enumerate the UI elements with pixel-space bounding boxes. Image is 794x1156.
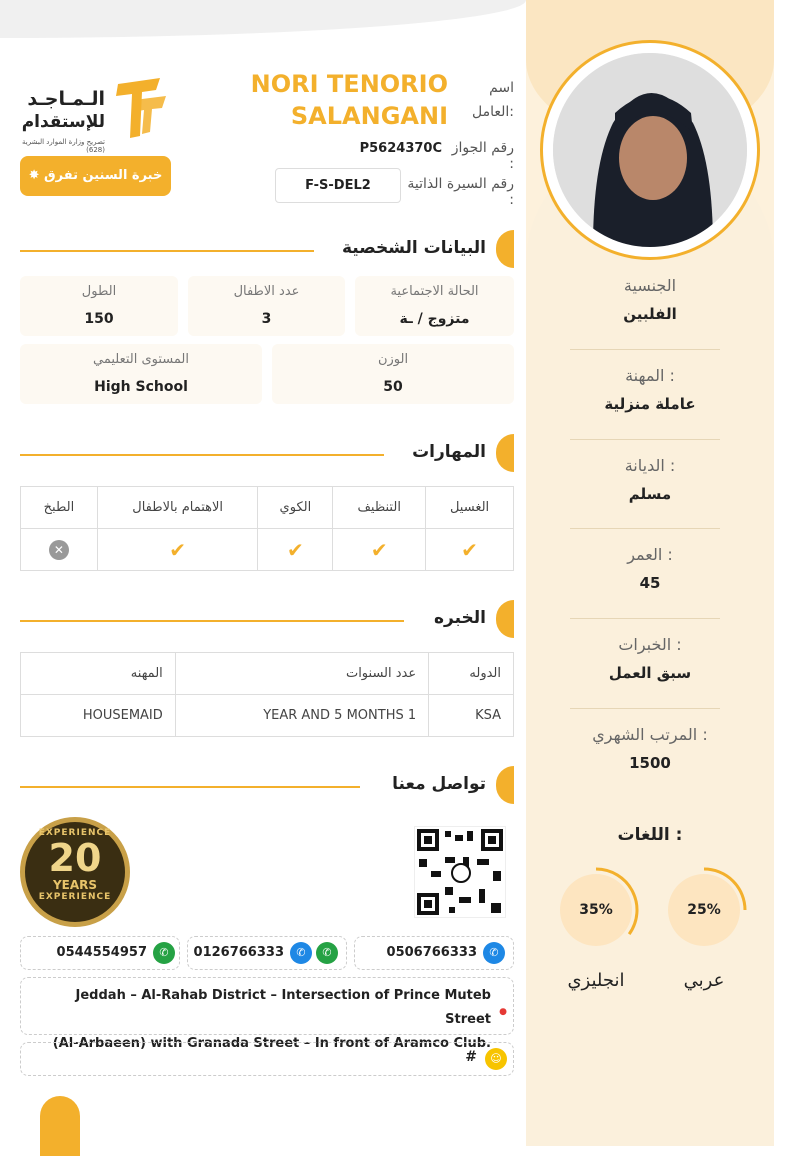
experience-value: سبق العمل — [608, 664, 692, 682]
section-line-personal — [20, 250, 314, 252]
experience-item — [548, 635, 752, 682]
passport-label: رقم الجواز : — [451, 140, 514, 172]
passport-value: P5624370C — [359, 141, 442, 156]
checkmark-icon: ✔ — [370, 537, 388, 562]
skill-cooking-cell — [21, 529, 98, 571]
checkmark-icon: ✔ — [286, 537, 304, 562]
divider — [570, 349, 720, 350]
skill-header: التنظيف — [333, 487, 426, 529]
lang-arabic-value: 25% — [687, 902, 721, 918]
phone-1: 0506766333 — [386, 945, 477, 960]
seal-years: YEARS — [52, 878, 98, 892]
whatsapp-icon: ✆ — [316, 942, 338, 964]
religion-item — [548, 456, 752, 503]
age-value: 45 — [639, 574, 661, 592]
name-label-2: العامل: — [472, 104, 514, 120]
section-tab-personal — [496, 230, 514, 268]
weight-value: 50 — [383, 379, 403, 395]
address-line2: (Al-Arbaeen) with Granada Street – In front of Aramco Club. — [52, 1036, 491, 1051]
address-line1: Jeddah – Al-Rahab District – Intersection of Prince Muteb Street — [75, 988, 491, 1027]
section-tab-skills — [496, 434, 514, 472]
phone-pill-3[interactable] — [20, 936, 180, 970]
exp-col-country: الدوله — [429, 653, 514, 695]
section-tab-contact — [496, 766, 514, 804]
phone-3: 0544554957 — [56, 945, 147, 960]
education-card — [20, 344, 262, 404]
lang-english-value: 35% — [579, 902, 613, 918]
experience-seal — [20, 817, 130, 927]
top-decoration — [0, 0, 526, 38]
skills-table — [20, 486, 514, 571]
age-item — [548, 545, 752, 592]
skill-ironing-cell — [258, 529, 333, 571]
seal-bottom-text: EXPERIENCE — [38, 892, 112, 902]
phone-call-icon: ✆ — [483, 942, 505, 964]
seal-number: 20 — [48, 836, 102, 880]
skill-cleaning-cell — [333, 529, 426, 571]
exp-country-value: KSA — [429, 695, 514, 737]
age-label: العمر : — [627, 545, 673, 564]
weight-label: الوزن — [377, 352, 409, 367]
skill-childcare-cell — [97, 529, 258, 571]
height-card — [20, 276, 178, 336]
job-value: عاملة منزلية — [604, 395, 696, 413]
phone-2: 0126766333 — [193, 945, 284, 960]
snapchat-pill[interactable] — [20, 1042, 514, 1076]
cv-label: رقم السيرة الذاتية : — [407, 176, 514, 208]
phone-call-icon: ✆ — [290, 942, 312, 964]
nationality-label: الجنسية — [623, 276, 677, 295]
weight-card — [272, 344, 514, 404]
height-label: الطول — [81, 284, 117, 299]
nationality-item — [548, 276, 752, 323]
skill-header: الاهتمام بالاطفال — [97, 487, 258, 529]
logo-line2: للإستقدام — [21, 112, 105, 132]
languages-item — [548, 815, 752, 845]
snapchat-handle: # — [465, 1049, 477, 1065]
experience-row — [21, 695, 514, 737]
section-title-experience: الخبره — [433, 608, 486, 628]
children-card — [188, 276, 345, 336]
name-label: اسم — [489, 80, 514, 96]
lang-arabic-name: عربي — [683, 970, 725, 991]
section-title-personal: البيانات الشخصية — [341, 238, 486, 258]
children-value: 3 — [261, 311, 272, 327]
skills-value-row — [21, 529, 514, 571]
salary-item — [548, 725, 752, 772]
x-circle-icon: ✕ — [49, 540, 69, 560]
seal-top-text: EXPERIENCE — [38, 828, 112, 838]
exp-job-value: HOUSEMAID — [21, 695, 176, 737]
divider — [570, 618, 720, 619]
qr-code-icon — [415, 827, 505, 917]
divider — [570, 528, 720, 529]
checkmark-icon: ✔ — [169, 537, 187, 562]
snapchat-icon: ☺ — [485, 1048, 507, 1070]
exp-col-job: المهنه — [21, 653, 176, 695]
education-value: High School — [94, 379, 188, 395]
section-title-contact: تواصل معنا — [392, 774, 486, 794]
whatsapp-icon: ✆ — [153, 942, 175, 964]
nationality-value: الفلبين — [623, 305, 677, 323]
bottom-decoration — [40, 1096, 80, 1156]
sparkle-icon: ✸ — [28, 168, 45, 183]
experience-badge — [20, 156, 171, 196]
badge-text: خبرة السنين تفرق — [44, 168, 163, 183]
address-box — [20, 977, 514, 1051]
logo-mark-icon — [108, 76, 170, 142]
phone-pill-1[interactable] — [354, 936, 514, 970]
marital-value: متزوج / ـة — [399, 311, 470, 327]
worker-name — [188, 68, 448, 132]
job-item — [548, 366, 752, 413]
location-pin-icon: ● — [499, 1007, 507, 1017]
experience-header-row — [21, 653, 514, 695]
section-line-experience — [20, 620, 404, 622]
job-label: المهنة : — [625, 366, 675, 385]
religion-label: الديانة : — [624, 456, 676, 475]
skills-header-row — [21, 487, 514, 529]
checkmark-icon: ✔ — [461, 537, 478, 562]
marital-card — [355, 276, 514, 336]
worker-photo-frame — [540, 40, 760, 260]
marital-label: الحالة الاجتماعية — [390, 284, 479, 299]
children-label: عدد الاطفال — [233, 284, 300, 299]
salary-label: المرتب الشهري : — [592, 725, 708, 744]
experience-table — [20, 652, 514, 737]
lang-english-name: انجليزي — [567, 970, 625, 991]
section-tab-experience — [496, 600, 514, 638]
exp-years-value: YEAR AND 5 MONTHS 1 — [175, 695, 428, 737]
salary-value: 1500 — [629, 754, 671, 772]
skill-header: الغسيل — [426, 487, 514, 529]
experience-label: الخبرات : — [618, 635, 682, 654]
skill-header: الكوي — [258, 487, 333, 529]
divider — [570, 708, 720, 709]
divider — [570, 439, 720, 440]
worker-photo — [553, 53, 747, 247]
languages-label: اللغات : — [617, 825, 683, 845]
religion-value: مسلم — [628, 485, 672, 503]
section-line-skills — [20, 454, 384, 456]
cv-value: F-S-DEL2 — [275, 168, 401, 203]
qr-code[interactable] — [414, 826, 506, 918]
exp-col-years: عدد السنوات — [175, 653, 428, 695]
height-value: 150 — [84, 311, 114, 327]
skill-washing-cell — [426, 529, 514, 571]
company-logo — [20, 76, 175, 156]
phone-pill-2[interactable] — [187, 936, 347, 970]
education-label: المستوى التعليمي — [93, 352, 189, 367]
worker-name-line1: NORI TENORIO — [250, 70, 448, 98]
worker-name-line2: SALANGANI — [290, 102, 448, 130]
lang-arabic-gauge — [668, 874, 740, 946]
logo-line1: الـمـاجـد — [27, 88, 105, 110]
section-title-skills: المهارات — [412, 442, 486, 462]
skill-header: الطبخ — [21, 487, 98, 529]
section-line-contact — [20, 786, 360, 788]
lang-english-gauge — [560, 874, 632, 946]
logo-license: تصريح وزارة الموارد البشرية (628) — [22, 138, 105, 154]
